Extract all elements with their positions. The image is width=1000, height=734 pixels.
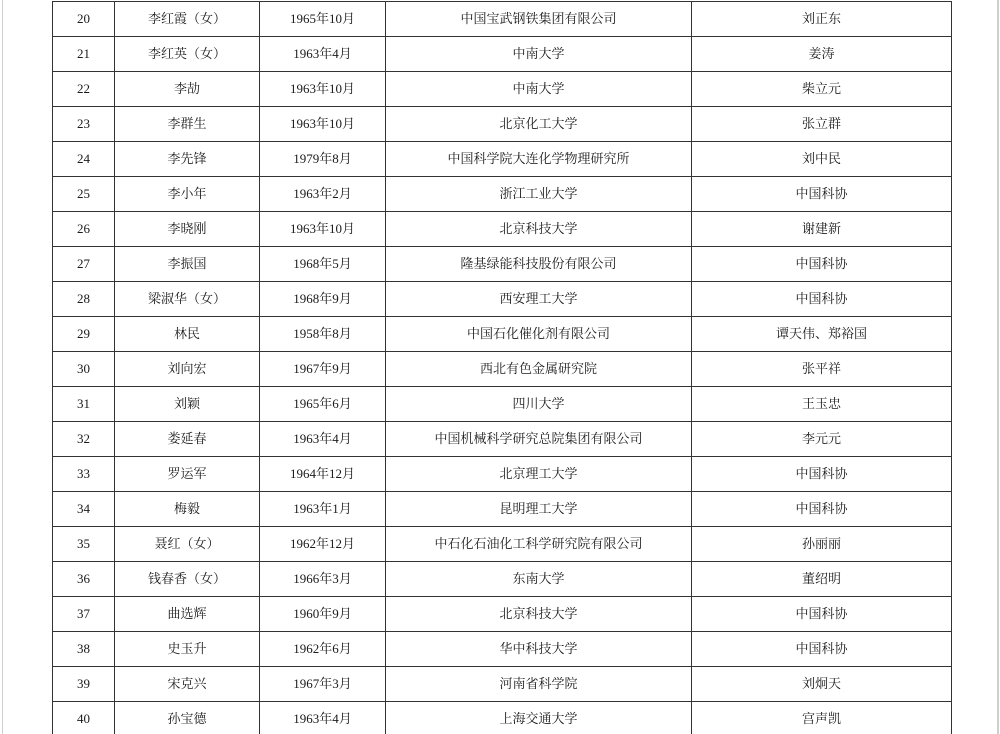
cell-index: 29 <box>53 317 115 352</box>
cell-name: 史玉升 <box>115 632 260 667</box>
cell-recommender: 张立群 <box>692 107 952 142</box>
cell-organization: 西北有色金属研究院 <box>386 352 692 387</box>
cell-recommender: 中国科协 <box>692 247 952 282</box>
table-row <box>53 597 952 632</box>
cell-recommender: 孙丽丽 <box>692 527 952 562</box>
cell-organization: 中国科学院大连化学物理研究所 <box>386 142 692 177</box>
cell-recommender: 中国科协 <box>692 282 952 317</box>
cell-recommender: 中国科协 <box>692 492 952 527</box>
table-row <box>53 247 952 282</box>
cell-index: 38 <box>53 632 115 667</box>
cell-name: 李红霞（女） <box>115 2 260 37</box>
cell-name: 钱春香（女） <box>115 562 260 597</box>
table-row <box>53 2 952 37</box>
cell-organization: 东南大学 <box>386 562 692 597</box>
cell-recommender: 姜涛 <box>692 37 952 72</box>
cell-birth-date: 1962年12月 <box>260 527 386 562</box>
cell-recommender: 宫声凯 <box>692 702 952 734</box>
cell-name: 聂红（女） <box>115 527 260 562</box>
table-row <box>53 492 952 527</box>
cell-organization: 北京化工大学 <box>386 107 692 142</box>
cell-organization: 北京科技大学 <box>386 212 692 247</box>
cell-recommender: 柴立元 <box>692 72 952 107</box>
cell-organization: 四川大学 <box>386 387 692 422</box>
cell-organization: 华中科技大学 <box>386 632 692 667</box>
table-row <box>53 317 952 352</box>
cell-name: 梅毅 <box>115 492 260 527</box>
cell-birth-date: 1958年8月 <box>260 317 386 352</box>
cell-organization: 中国宝武钢铁集团有限公司 <box>386 2 692 37</box>
cell-name: 刘颖 <box>115 387 260 422</box>
cell-organization: 中石化石油化工科学研究院有限公司 <box>386 527 692 562</box>
cell-name: 曲选辉 <box>115 597 260 632</box>
cell-birth-date: 1964年12月 <box>260 457 386 492</box>
cell-organization: 上海交通大学 <box>386 702 692 734</box>
cell-recommender: 中国科协 <box>692 177 952 212</box>
cell-organization: 西安理工大学 <box>386 282 692 317</box>
cell-index: 30 <box>53 352 115 387</box>
cell-recommender: 刘正东 <box>692 2 952 37</box>
cell-name: 李小年 <box>115 177 260 212</box>
cell-birth-date: 1966年3月 <box>260 562 386 597</box>
cell-recommender: 谭天伟、郑裕国 <box>692 317 952 352</box>
cell-birth-date: 1968年9月 <box>260 282 386 317</box>
cell-recommender: 刘中民 <box>692 142 952 177</box>
cell-birth-date: 1960年9月 <box>260 597 386 632</box>
cell-organization: 中国机械科学研究总院集团有限公司 <box>386 422 692 457</box>
candidate-table <box>52 1 952 734</box>
cell-birth-date: 1963年10月 <box>260 107 386 142</box>
cell-recommender: 张平祥 <box>692 352 952 387</box>
table-row <box>53 72 952 107</box>
cell-name: 梁淑华（女） <box>115 282 260 317</box>
cell-recommender: 中国科协 <box>692 632 952 667</box>
cell-recommender: 李元元 <box>692 422 952 457</box>
table-row <box>53 527 952 562</box>
table-row <box>53 177 952 212</box>
cell-birth-date: 1963年10月 <box>260 212 386 247</box>
cell-organization: 中国石化催化剂有限公司 <box>386 317 692 352</box>
table-row <box>53 142 952 177</box>
cell-name: 林民 <box>115 317 260 352</box>
cell-birth-date: 1963年4月 <box>260 702 386 734</box>
cell-name: 宋克兴 <box>115 667 260 702</box>
cell-name: 李劼 <box>115 72 260 107</box>
table-row <box>53 667 952 702</box>
cell-index: 35 <box>53 527 115 562</box>
table-row <box>53 107 952 142</box>
cell-organization: 昆明理工大学 <box>386 492 692 527</box>
cell-index: 25 <box>53 177 115 212</box>
cell-index: 37 <box>53 597 115 632</box>
cell-index: 27 <box>53 247 115 282</box>
cell-name: 刘向宏 <box>115 352 260 387</box>
cell-index: 26 <box>53 212 115 247</box>
cell-index: 21 <box>53 37 115 72</box>
cell-birth-date: 1968年5月 <box>260 247 386 282</box>
cell-index: 22 <box>53 72 115 107</box>
table-row <box>53 702 952 734</box>
table-row <box>53 562 952 597</box>
cell-index: 28 <box>53 282 115 317</box>
cell-recommender: 谢建新 <box>692 212 952 247</box>
cell-index: 39 <box>53 667 115 702</box>
cell-organization: 北京科技大学 <box>386 597 692 632</box>
table-row <box>53 282 952 317</box>
cell-index: 20 <box>53 2 115 37</box>
cell-recommender: 王玉忠 <box>692 387 952 422</box>
cell-index: 23 <box>53 107 115 142</box>
cell-name: 李振国 <box>115 247 260 282</box>
cell-organization: 中南大学 <box>386 72 692 107</box>
cell-index: 32 <box>53 422 115 457</box>
cell-birth-date: 1965年10月 <box>260 2 386 37</box>
table-row <box>53 632 952 667</box>
cell-index: 24 <box>53 142 115 177</box>
table-row <box>53 212 952 247</box>
cell-index: 34 <box>53 492 115 527</box>
cell-birth-date: 1967年9月 <box>260 352 386 387</box>
cell-name: 罗运军 <box>115 457 260 492</box>
cell-birth-date: 1963年4月 <box>260 422 386 457</box>
cell-organization: 中南大学 <box>386 37 692 72</box>
cell-recommender: 刘炯天 <box>692 667 952 702</box>
table-row <box>53 352 952 387</box>
cell-name: 李群生 <box>115 107 260 142</box>
cell-name: 李先锋 <box>115 142 260 177</box>
cell-birth-date: 1967年3月 <box>260 667 386 702</box>
cell-recommender: 董绍明 <box>692 562 952 597</box>
cell-name: 李晓刚 <box>115 212 260 247</box>
page-right-edge <box>997 0 999 734</box>
cell-index: 36 <box>53 562 115 597</box>
table-body <box>53 2 952 734</box>
cell-birth-date: 1963年10月 <box>260 72 386 107</box>
cell-name: 娄延春 <box>115 422 260 457</box>
cell-recommender: 中国科协 <box>692 597 952 632</box>
cell-birth-date: 1979年8月 <box>260 142 386 177</box>
cell-organization: 浙江工业大学 <box>386 177 692 212</box>
cell-birth-date: 1963年1月 <box>260 492 386 527</box>
cell-birth-date: 1963年4月 <box>260 37 386 72</box>
page-left-edge <box>2 0 3 734</box>
cell-index: 31 <box>53 387 115 422</box>
cell-name: 李红英（女） <box>115 37 260 72</box>
cell-organization: 河南省科学院 <box>386 667 692 702</box>
table-row <box>53 422 952 457</box>
cell-birth-date: 1963年2月 <box>260 177 386 212</box>
cell-birth-date: 1965年6月 <box>260 387 386 422</box>
table-row <box>53 387 952 422</box>
table-row <box>53 457 952 492</box>
cell-organization: 北京理工大学 <box>386 457 692 492</box>
cell-birth-date: 1962年6月 <box>260 632 386 667</box>
cell-index: 40 <box>53 702 115 734</box>
table-row <box>53 37 952 72</box>
cell-recommender: 中国科协 <box>692 457 952 492</box>
cell-organization: 隆基绿能科技股份有限公司 <box>386 247 692 282</box>
cell-index: 33 <box>53 457 115 492</box>
cell-name: 孙宝德 <box>115 702 260 734</box>
